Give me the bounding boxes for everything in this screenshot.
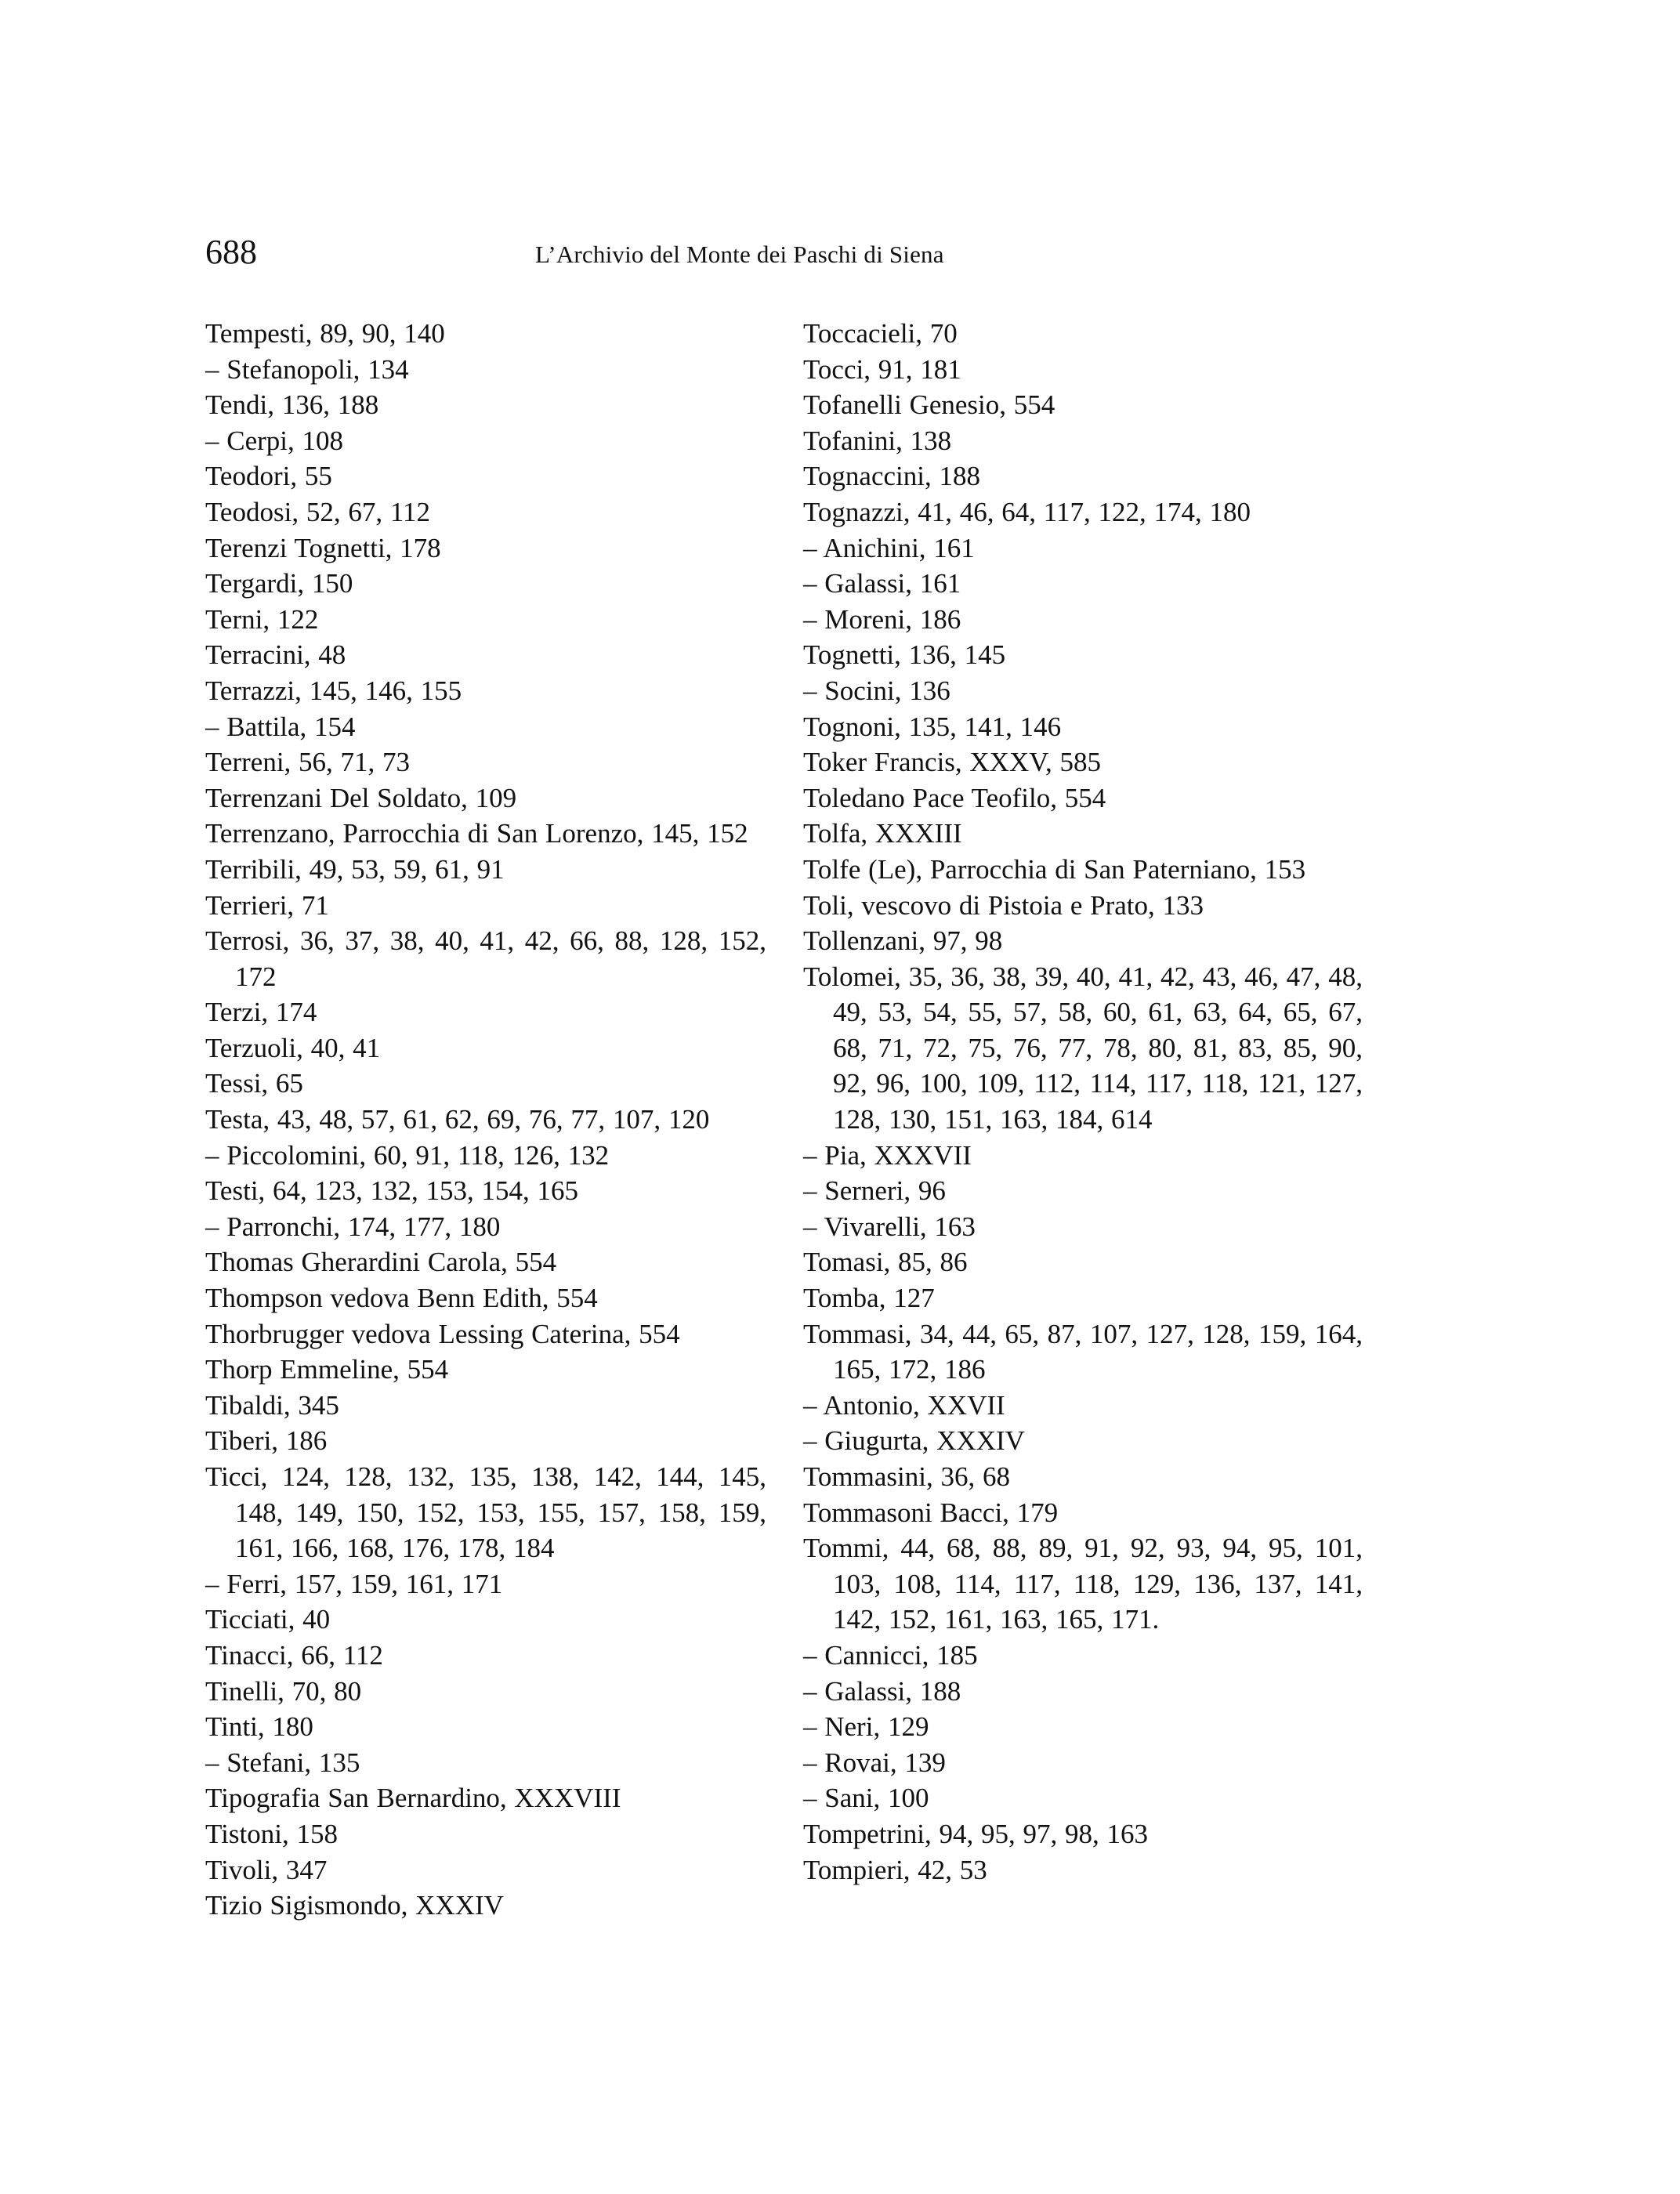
index-entry: Terzi, 174 <box>205 997 317 1028</box>
index-entry: Terribili, 49, 53, 59, 61, 91 <box>205 853 505 885</box>
index-entry: Toker Francis, XXXV, 585 <box>803 747 1102 778</box>
index-entry: Tollenzani, 97, 98 <box>803 925 1003 957</box>
index-entry: – Pia, XXXVII <box>803 1139 972 1171</box>
running-title: L’Archivio del Monte dei Paschi di Siena <box>535 241 944 268</box>
index-entry: Tomasi, 85, 86 <box>803 1247 968 1278</box>
index-entry: Tempesti, 89, 90, 140 <box>205 318 445 349</box>
index-entry: Tofanini, 138 <box>803 425 952 456</box>
index-entry: Tolfe (Le), Parrocchia di San Paterniano, 153 <box>803 853 1306 885</box>
index-entry: Tergardi, 150 <box>205 568 353 599</box>
index-entry: – Rovai, 139 <box>803 1747 946 1778</box>
index-entry: Tognoni, 135, 141, 146 <box>803 711 1062 742</box>
index-entry: Tibaldi, 345 <box>205 1389 339 1421</box>
index-entry: Terrazzi, 145, 146, 155 <box>205 675 462 706</box>
index-entry: – Serneri, 96 <box>803 1175 946 1207</box>
index-entry: Tommasoni Bacci, 179 <box>803 1497 1059 1528</box>
index-entry: – Cannicci, 185 <box>803 1639 978 1671</box>
index-entry: Thompson vedova Benn Edith, 554 <box>205 1283 598 1314</box>
index-entry: Tognazzi, 41, 46, 64, 117, 122, 174, 180 <box>803 496 1251 527</box>
index-entry: – Antonio, XXVII <box>803 1389 1005 1421</box>
index-entry: – Battila, 154 <box>205 711 356 742</box>
index-entry: Terni, 122 <box>205 603 319 635</box>
index-entry: Tivoli, 347 <box>205 1854 328 1885</box>
index-entry: Tinelli, 70, 80 <box>205 1675 362 1707</box>
index-entry: Terzuoli, 40, 41 <box>205 1032 381 1063</box>
index-column-right <box>803 316 1363 1888</box>
index-entry: Tipografia San Bernardino, XXXVIII <box>205 1783 621 1814</box>
index-entry: – Cerpi, 108 <box>205 425 344 456</box>
index-entry: Terrosi, 36, 37, 38, 40, 41, 42, 66, 88, 128, 152, 172 <box>205 925 766 992</box>
index-entry: – Galassi, 188 <box>803 1675 961 1707</box>
index-entry: Tommasi, 34, 44, 65, 87, 107, 127, 128, 159, 164, 165, 172, 186 <box>803 1318 1363 1385</box>
index-entry: – Ferri, 157, 159, 161, 171 <box>205 1568 503 1599</box>
index-entry: Toledano Pace Teofilo, 554 <box>803 782 1106 813</box>
index-entry: Tizio Sigismondo, XXXIV <box>205 1890 504 1921</box>
index-entry: – Neri, 129 <box>803 1711 929 1743</box>
index-entry: – Stefani, 135 <box>205 1747 360 1778</box>
index-entry: Tommi, 44, 68, 88, 89, 91, 92, 93, 94, 95, 101, 103, 108, 114, 117, 118, 129, 136, 137, 141, 142, 152, 161, 163, 165, 171. <box>803 1533 1363 1635</box>
index-entry: Teodori, 55 <box>205 461 332 492</box>
index-entry: Tinti, 180 <box>205 1711 313 1743</box>
index-entry: Tocci, 91, 181 <box>803 353 961 385</box>
index-entry: Terreni, 56, 71, 73 <box>205 747 411 778</box>
index-column-left <box>205 316 766 1924</box>
index-entry: Ticciati, 40 <box>205 1604 331 1635</box>
index-entry: Tinacci, 66, 112 <box>205 1639 383 1671</box>
index-entry: Thorp Emmeline, 554 <box>205 1354 449 1385</box>
index-entry: – Parronchi, 174, 177, 180 <box>205 1211 501 1242</box>
index-entry: Tompetrini, 94, 95, 97, 98, 163 <box>803 1818 1149 1849</box>
index-entry: Terrenzano, Parrocchia di San Lorenzo, 145, 152 <box>205 818 748 849</box>
index-entry: – Piccolomini, 60, 91, 118, 126, 132 <box>205 1139 610 1171</box>
index-entry: Tistoni, 158 <box>205 1818 338 1849</box>
index-entry: Tompieri, 42, 53 <box>803 1854 987 1885</box>
index-entry: – Socini, 136 <box>803 675 950 706</box>
index-entry: Tomba, 127 <box>803 1283 935 1314</box>
index-entry: – Sani, 100 <box>803 1783 929 1814</box>
index-entry: Ticci, 124, 128, 132, 135, 138, 142, 144, 145, 148, 149, 150, 152, 153, 155, 157, 158, 159, 161, 166, 168, 176, 178, 184 <box>205 1461 766 1564</box>
index-entry: Thomas Gherardini Carola, 554 <box>205 1247 557 1278</box>
page-number: 688 <box>205 233 257 271</box>
index-entry: Toccacieli, 70 <box>803 318 958 349</box>
index-entry: – Stefanopoli, 134 <box>205 353 409 385</box>
index-entry: Terenzi Tognetti, 178 <box>205 532 441 563</box>
index-entry: Toli, vescovo di Pistoia e Prato, 133 <box>803 889 1204 921</box>
index-entry: Tessi, 65 <box>205 1068 303 1099</box>
index-entry: – Anichini, 161 <box>803 532 975 563</box>
index-entry: Tognetti, 136, 145 <box>803 639 1006 671</box>
index-entry: Tolfa, XXXIII <box>803 818 962 849</box>
index-entry: Testi, 64, 123, 132, 153, 154, 165 <box>205 1175 579 1207</box>
index-entry: Terrieri, 71 <box>205 889 329 921</box>
index-entry: Testa, 43, 48, 57, 61, 62, 69, 76, 77, 107, 120 <box>205 1104 710 1135</box>
index-entry: Tofanelli Genesio, 554 <box>803 389 1055 421</box>
index-entry: – Giugurta, XXXIV <box>803 1425 1025 1457</box>
index-entry: Terrenzani Del Soldato, 109 <box>205 782 517 813</box>
index-entry: – Vivarelli, 163 <box>803 1211 976 1242</box>
index-entry: Thorbrugger vedova Lessing Caterina, 554 <box>205 1318 680 1349</box>
index-entry: – Galassi, 161 <box>803 568 961 599</box>
index-entry: Terracini, 48 <box>205 639 346 671</box>
index-entry: Tendi, 136, 188 <box>205 389 379 421</box>
index-entry: Tolomei, 35, 36, 38, 39, 40, 41, 42, 43, 46, 47, 48, 49, 53, 54, 55, 57, 58, 60, 61, 63, 64, 65, 67, 68, 71, 72, 75, 76, 77, 78, 80, 81, 83, 85, 90, 92, 96, 100, 109, 112, 114, 117, 118, 121, 127, 128, 130, 151, 163, 184, 614 <box>803 961 1363 1135</box>
index-entry: Tiberi, 186 <box>205 1425 328 1457</box>
index-entry: – Moreni, 186 <box>803 603 961 635</box>
index-entry: Teodosi, 52, 67, 112 <box>205 496 431 527</box>
index-entry: Tognaccini, 188 <box>803 461 980 492</box>
index-entry: Tommasini, 36, 68 <box>803 1461 1010 1492</box>
